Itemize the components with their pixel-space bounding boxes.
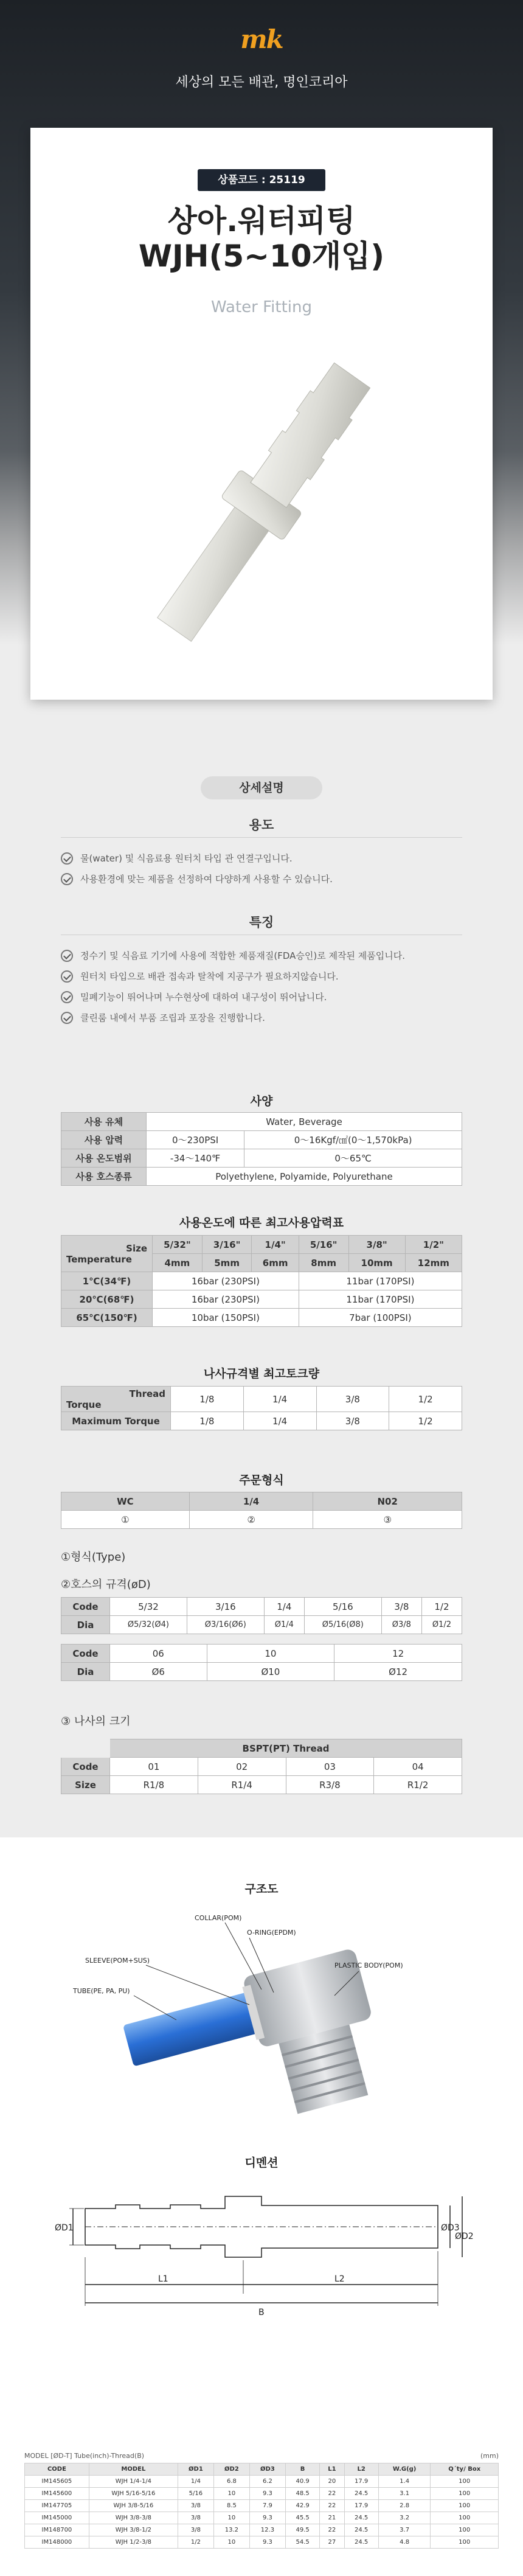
spec-label: 사용 압력	[61, 1131, 147, 1149]
spec-label: 사용 호스종류	[61, 1168, 147, 1186]
hose-code: 12	[334, 1645, 462, 1663]
check-icon	[61, 991, 73, 1003]
model-header-cell: MODEL	[89, 2463, 178, 2476]
code-label: Code	[61, 1598, 110, 1616]
size-mm: 4mm	[153, 1254, 203, 1272]
order-code: 1/4	[189, 1492, 313, 1511]
model-cell: 24.5	[344, 2524, 378, 2536]
model-cell: 9.3	[249, 2488, 285, 2500]
pressure-value: 16bar (230PSI)	[153, 1290, 299, 1309]
thread-size: R1/4	[198, 1776, 286, 1794]
model-cell: WJH 3/8-5/16	[89, 2500, 178, 2512]
model-cell: 8.5	[213, 2500, 249, 2512]
table-row	[25, 2512, 499, 2524]
model-cell: 21	[320, 2512, 344, 2524]
brand-logo: mk	[240, 24, 283, 54]
structure-diagram	[73, 1898, 450, 2142]
model-cell: 49.5	[285, 2524, 319, 2536]
torque-title: 나사규격별 최고토크량	[203, 1367, 320, 1380]
model-header-cell: B	[285, 2463, 319, 2476]
spec-title: 사양	[250, 1095, 273, 1108]
product-title-line1: 상아.워터피팅	[167, 203, 356, 238]
model-header-cell: W.G(g)	[378, 2463, 431, 2476]
label-body: PLASTIC BODY(POM)	[334, 1962, 403, 1969]
product-code-badge: 상품코드 : 25119	[198, 169, 325, 191]
model-cell: 1/2	[178, 2536, 213, 2549]
hose-dia: Ø12	[334, 1663, 462, 1681]
hero-banner	[0, 0, 523, 645]
model-cell: 42.9	[285, 2500, 319, 2512]
usage-item: 사용환경에 맞는 제품을 선정하여 다양하게 사용할 수 있습니다.	[61, 872, 333, 885]
product-title-en: Water Fitting	[210, 298, 312, 316]
spec-table	[61, 1112, 462, 1186]
model-cell: 3.2	[378, 2512, 431, 2524]
usage-item: 물(water) 및 식음료용 원터치 타입 관 연결구입니다.	[61, 852, 293, 865]
spec-value: 0～16Kgf/㎠(0～1,570kPa)	[244, 1131, 462, 1149]
thread-torque-header: Thread Torque	[61, 1387, 171, 1412]
check-icon	[61, 873, 73, 885]
hose-dia: Ø1/4	[264, 1616, 304, 1634]
pressure-table	[61, 1235, 462, 1327]
table-row	[25, 2536, 499, 2549]
hose-code: 1/2	[421, 1598, 462, 1616]
model-table	[24, 2463, 499, 2549]
order-title: 주문형식	[239, 1474, 284, 1487]
code-label: Code	[61, 1758, 110, 1776]
model-unit: (mm)	[480, 2452, 499, 2460]
model-cell: 10	[213, 2512, 249, 2524]
model-cell: 100	[431, 2536, 499, 2549]
code-label: Code	[61, 1645, 110, 1663]
spec-value: 0～230PSI	[147, 1131, 244, 1149]
model-cell: 1.4	[378, 2476, 431, 2488]
pressure-value: 16bar (230PSI)	[153, 1272, 299, 1290]
model-cell: 22	[320, 2488, 344, 2500]
table-row	[25, 2524, 499, 2536]
pressure-value: 11bar (170PSI)	[299, 1272, 462, 1290]
check-icon	[61, 950, 73, 962]
torque-value: 1/2	[389, 1412, 462, 1430]
feature-item: 정수기 및 식음료 기기에 사용에 적합한 제품재질(FDA승인)로 제작된 제품입니다.	[61, 949, 405, 962]
torque-value: 3/8	[316, 1412, 389, 1430]
thread-label: ③ 나사의 크기	[61, 1715, 131, 1728]
structure-title: 구조도	[244, 1882, 279, 1896]
model-cell: 17.9	[344, 2476, 378, 2488]
dim-d3: ØD3	[441, 2223, 460, 2233]
model-header-cell: ØD3	[249, 2463, 285, 2476]
dimension-title: 디멘션	[244, 2156, 279, 2170]
product-title-line2: WJH(5~10개입)	[138, 238, 385, 274]
table-row	[25, 2500, 499, 2512]
thread-code: 03	[286, 1758, 374, 1776]
model-cell: IM148700	[25, 2524, 89, 2536]
model-cell: 48.5	[285, 2488, 319, 2500]
usage-title: 용도	[249, 818, 274, 832]
usage-divider	[61, 837, 462, 838]
spec-value: -34～140℉	[147, 1149, 244, 1168]
spec-label: 사용 온도범위	[61, 1149, 147, 1168]
torque-size: 1/4	[243, 1387, 316, 1412]
thread-size: R1/8	[110, 1776, 198, 1794]
dim-l1: L1	[158, 2274, 168, 2284]
model-cell: 3.7	[378, 2524, 431, 2536]
check-icon	[61, 970, 73, 983]
model-cell: WJH 3/8-3/8	[89, 2512, 178, 2524]
torque-size: 1/8	[171, 1387, 244, 1412]
model-cell: 3/8	[178, 2524, 213, 2536]
hose-table-2	[61, 1644, 462, 1681]
model-cell: IM145605	[25, 2476, 89, 2488]
hose-dia: Ø5/16(Ø8)	[304, 1616, 381, 1634]
hose-code: 5/32	[110, 1598, 187, 1616]
model-cell: WJH 5/16-5/16	[89, 2488, 178, 2500]
hose-dia: Ø3/8	[381, 1616, 421, 1634]
model-header-cell: Q´ty/ Box	[431, 2463, 499, 2476]
size-in: 5/16"	[299, 1236, 348, 1254]
spec-value: Polyethylene, Polyamide, Polyurethane	[147, 1168, 462, 1186]
thread-code: 01	[110, 1758, 198, 1776]
size-mm: 8mm	[299, 1254, 348, 1272]
size-in: 1/4"	[252, 1236, 299, 1254]
size-mm: 12mm	[405, 1254, 462, 1272]
hose-dia: Ø5/32(Ø4)	[110, 1616, 187, 1634]
hose-dia: Ø6	[110, 1663, 207, 1681]
model-header-cell: ØD2	[213, 2463, 249, 2476]
model-cell: 24.5	[344, 2536, 378, 2549]
thread-head: BSPT(PT) Thread	[110, 1739, 462, 1758]
size-in: 1/2"	[405, 1236, 462, 1254]
hose-code: 3/16	[187, 1598, 264, 1616]
model-cell: 6.2	[249, 2476, 285, 2488]
spec-value: 0～65℃	[244, 1149, 462, 1168]
dia-label: Dia	[61, 1663, 110, 1681]
model-header-cell: L2	[344, 2463, 378, 2476]
model-header-cell: ØD1	[178, 2463, 213, 2476]
hose-code: 06	[110, 1645, 207, 1663]
model-cell: 12.3	[249, 2524, 285, 2536]
hose-dia: Ø1/2	[421, 1616, 462, 1634]
product-card	[30, 128, 493, 700]
temp-label: 65℃(150℉)	[61, 1309, 153, 1327]
thread-size: R1/2	[374, 1776, 462, 1794]
model-cell: 24.5	[344, 2488, 378, 2500]
label-sleeve: SLEEVE(POM+SUS)	[85, 1957, 150, 1965]
dimension-diagram	[49, 2178, 474, 2324]
dim-b: B	[258, 2308, 265, 2317]
model-header-cell: L1	[320, 2463, 344, 2476]
torque-size: 1/2	[389, 1387, 462, 1412]
model-cell: 24.5	[344, 2512, 378, 2524]
model-cell: 22	[320, 2500, 344, 2512]
model-cell: 10	[213, 2488, 249, 2500]
max-torque-label: Maximum Torque	[61, 1412, 171, 1430]
size-in: 5/32"	[153, 1236, 203, 1254]
temp-label: 1℃(34℉)	[61, 1272, 153, 1290]
model-cell: 9.3	[249, 2536, 285, 2549]
feature-item: 밀폐기능이 뛰어나며 누수현상에 대하여 내구성이 뛰어납니다.	[61, 990, 327, 1003]
torque-value: 1/4	[243, 1412, 316, 1430]
model-header-cell: CODE	[25, 2463, 89, 2476]
pressure-value: 11bar (170PSI)	[299, 1290, 462, 1309]
model-cell: 45.5	[285, 2512, 319, 2524]
hose-table-1	[61, 1597, 462, 1634]
model-cell: 22	[320, 2524, 344, 2536]
size-in: 3/8"	[348, 1236, 405, 1254]
product-title	[30, 203, 493, 274]
model-cell: 100	[431, 2476, 499, 2488]
model-cell: 10	[213, 2536, 249, 2549]
torque-value: 1/8	[171, 1412, 244, 1430]
model-caption: MODEL [ØD-T] Tube(inch)-Thread(B)	[24, 2452, 145, 2460]
size-temp-header: Size Temperature	[61, 1236, 153, 1272]
label-oring: O-RING(EPDM)	[247, 1929, 296, 1937]
label-collar: COLLAR(POM)	[195, 1914, 242, 1922]
thread-code: 04	[374, 1758, 462, 1776]
feature-item: 원터치 타입으로 배관 접속과 탈착에 지공구가 필요하지않습니다.	[61, 970, 339, 983]
model-cell: 5/16	[178, 2488, 213, 2500]
label-tube: TUBE(PE, PA, PU)	[73, 1987, 130, 1995]
order-code: WC	[61, 1492, 190, 1511]
model-cell: IM145000	[25, 2512, 89, 2524]
model-cell: 20	[320, 2476, 344, 2488]
feature-item: 클린룸 내에서 부품 조립과 포장을 진행합니다.	[61, 1011, 265, 1024]
order-num: ②	[189, 1511, 313, 1529]
model-cell: 1/4	[178, 2476, 213, 2488]
thread-code: 02	[198, 1758, 286, 1776]
product-image	[30, 322, 493, 688]
torque-table	[61, 1386, 462, 1430]
brand-slogan: 세상의 모든 배관, 명인코리아	[175, 75, 348, 90]
type-label: ①형식(Type)	[61, 1551, 126, 1564]
model-cell: IM147705	[25, 2500, 89, 2512]
model-cell: 40.9	[285, 2476, 319, 2488]
dim-l2: L2	[334, 2274, 345, 2284]
model-cell: 100	[431, 2488, 499, 2500]
order-num: ③	[313, 1511, 462, 1529]
size-mm: 6mm	[252, 1254, 299, 1272]
table-row	[25, 2476, 499, 2488]
model-cell: 3/8	[178, 2500, 213, 2512]
model-cell: 13.2	[213, 2524, 249, 2536]
model-cell: 54.5	[285, 2536, 319, 2549]
hose-dia: Ø10	[207, 1663, 334, 1681]
model-cell: 100	[431, 2512, 499, 2524]
model-cell: 100	[431, 2524, 499, 2536]
model-table-header	[25, 2463, 499, 2476]
detail-header: 상세설명	[201, 776, 322, 799]
model-cell: 2.8	[378, 2500, 431, 2512]
model-cell: 27	[320, 2536, 344, 2549]
table-row	[25, 2488, 499, 2500]
model-cell: IM145600	[25, 2488, 89, 2500]
dim-d2: ØD2	[455, 2232, 474, 2241]
hose-label: ②호스의 규격(øD)	[61, 1578, 151, 1591]
check-icon	[61, 852, 73, 865]
model-cell: WJH 3/8-1/2	[89, 2524, 178, 2536]
hose-code: 3/8	[381, 1598, 421, 1616]
hose-code: 5/16	[304, 1598, 381, 1616]
dia-label: Dia	[61, 1616, 110, 1634]
spec-label: 사용 유체	[61, 1113, 147, 1131]
check-icon	[61, 1012, 73, 1024]
dim-d1: ØD1	[55, 2223, 74, 2233]
hose-code: 1/4	[264, 1598, 304, 1616]
model-cell: 9.3	[249, 2512, 285, 2524]
thread-size: R3/8	[286, 1776, 374, 1794]
model-cell: 100	[431, 2500, 499, 2512]
model-cell: WJH 1/2-3/8	[89, 2536, 178, 2549]
size-mm: 5mm	[202, 1254, 252, 1272]
temp-label: 20℃(68℉)	[61, 1290, 153, 1309]
order-table	[61, 1492, 462, 1529]
torque-size: 3/8	[316, 1387, 389, 1412]
size-mm: 10mm	[348, 1254, 405, 1272]
model-cell: 7.9	[249, 2500, 285, 2512]
order-code: N02	[313, 1492, 462, 1511]
size-label: Size	[61, 1776, 110, 1794]
thread-table	[61, 1739, 462, 1794]
model-cell: 3.1	[378, 2488, 431, 2500]
model-cell: 6.8	[213, 2476, 249, 2488]
hose-dia: Ø3/16(Ø6)	[187, 1616, 264, 1634]
size-in: 3/16"	[202, 1236, 252, 1254]
model-cell: IM148000	[25, 2536, 89, 2549]
model-cell: WJH 1/4-1/4	[89, 2476, 178, 2488]
feature-title: 특징	[249, 915, 274, 930]
hose-code: 10	[207, 1645, 334, 1663]
model-cell: 3/8	[178, 2512, 213, 2524]
spec-value: Water, Beverage	[147, 1113, 462, 1131]
pressure-title: 사용온도에 따른 최고사용압력표	[179, 1216, 344, 1230]
model-cell: 4.8	[378, 2536, 431, 2549]
pressure-value: 10bar (150PSI)	[153, 1309, 299, 1327]
model-cell: 17.9	[344, 2500, 378, 2512]
order-num: ①	[61, 1511, 190, 1529]
pressure-value: 7bar (100PSI)	[299, 1309, 462, 1327]
